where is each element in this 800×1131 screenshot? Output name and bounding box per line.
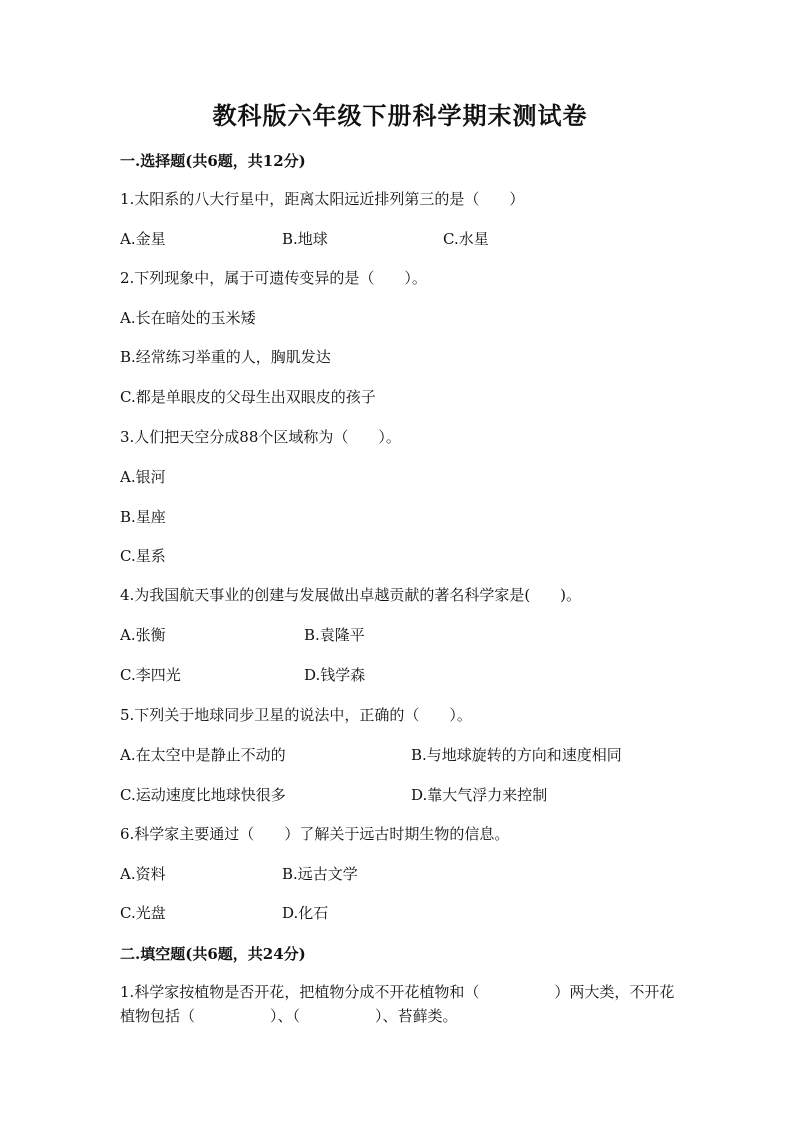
page-title: 教科版六年级下册科学期末测试卷 [212,101,588,130]
option: A.张衡 [120,626,166,644]
option: D.钱学森 [304,666,366,684]
section-heading-choice: 一.选择题(共6题，共12分) [120,152,306,170]
option: D.靠大气浮力来控制 [411,786,548,804]
option: A.在太空中是静止不动的 [120,746,286,764]
option: B.与地球旋转的方向和速度相同 [411,746,622,764]
question-stem: 1.科学家按植物是否开花，把植物分成不开花植物和（ ）两大类，不开花植物包括（ ）、（ ）、苔藓类。 [120,983,675,1025]
option: B.地球 [282,230,328,248]
option: A.金星 [120,230,166,248]
option: B.袁隆平 [304,626,365,644]
option: C.星系 [120,547,166,565]
option: A.长在暗处的玉米矮 [120,309,256,327]
option: B.星座 [120,508,166,526]
option: A.资料 [120,865,166,883]
option: B.经常练习举重的人，胸肌发达 [120,348,331,366]
question-stem: 2.下列现象中，属于可遗传变异的是（ ）。 [120,269,427,287]
question-stem: 5.下列关于地球同步卫星的说法中，正确的（ ）。 [120,706,472,724]
question-stem: 1.太阳系的八大行星中，距离太阳远近排列第三的是（ ） [120,190,525,208]
question-stem: 6.科学家主要通过（ ）了解关于远古时期生物的信息。 [120,825,510,843]
option: C.运动速度比地球快很多 [120,786,286,804]
option: B.远古文学 [282,865,358,883]
option: C.水星 [443,230,489,248]
option: D.化石 [282,904,329,922]
section-heading-fill: 二.填空题(共6题，共24分) [120,945,306,963]
question-stem: 4.为我国航天事业的创建与发展做出卓越贡献的著名科学家是( )。 [120,586,582,604]
option: C.光盘 [120,904,166,922]
option: A.银河 [120,468,166,486]
option: C.李四光 [120,666,181,684]
option: C.都是单眼皮的父母生出双眼皮的孩子 [120,388,376,406]
question-stem: 3.人们把天空分成88个区域称为（ ）。 [120,428,401,446]
